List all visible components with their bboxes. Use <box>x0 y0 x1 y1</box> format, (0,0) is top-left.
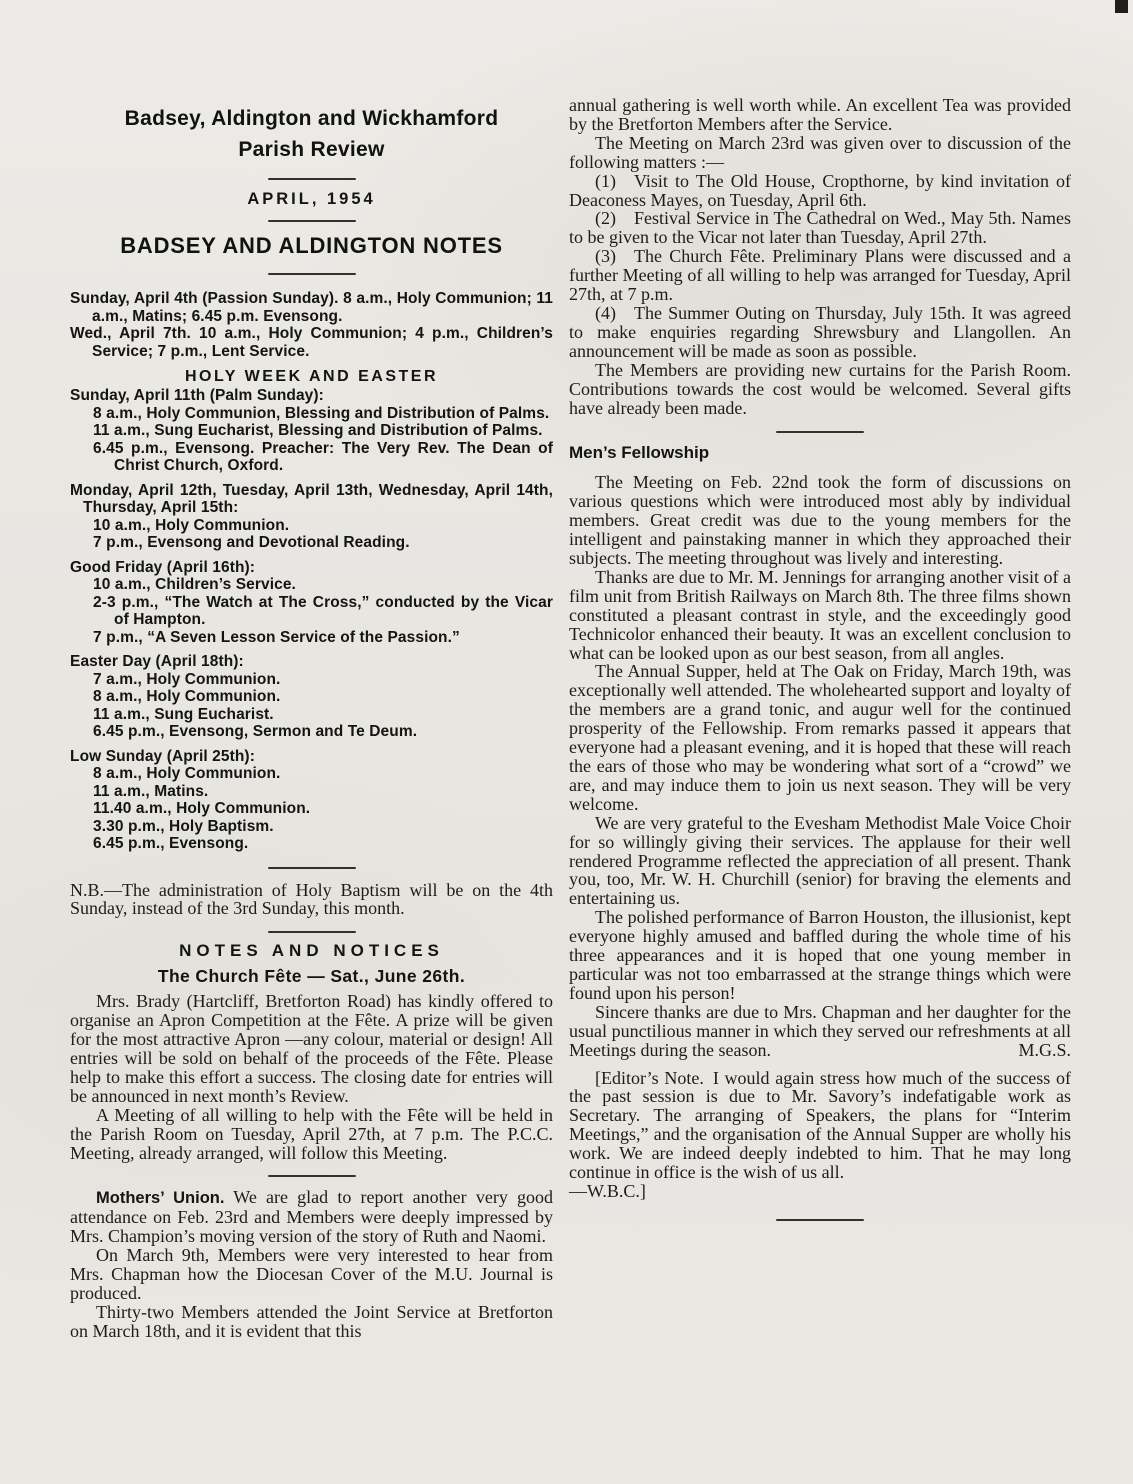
editors-note-signature: —W.B.C.] <box>569 1180 646 1201</box>
schedule-day: Monday, April 12th, Tuesday, April 13th, Wednesday, April 14th, Thursday, April 15th: <box>70 481 553 516</box>
service-line: 2-3 p.m., “The Watch at The Cross,” conducted by the Vicar of Hampton. <box>93 593 553 628</box>
service-line: 6.45 p.m., Evensong, Sermon and Te Deum. <box>93 723 418 740</box>
schedule-day: Sunday, April 11th (Palm Sunday): <box>70 387 324 404</box>
masthead-title-line2: Parish Review <box>238 138 385 161</box>
service-line: 7 p.m., Evensong and Devotional Reading. <box>93 534 410 551</box>
service-line: 11 a.m., Matins. <box>93 782 209 800</box>
schedule-group <box>70 748 553 853</box>
divider <box>268 867 356 869</box>
holy-week-heading: HOLY WEEK AND EASTER <box>185 368 438 385</box>
service-line: 11 a.m., Sung Eucharist. <box>93 705 274 723</box>
mens-fellowship-paragraph: The polished performance of Barron Houston, the illusionist, kept everyone highly amused and baffled during the whole time of his three appearances and it is hoped that one young member in particular was not too embarrassed at the strange things which were found upon his person! <box>569 907 1071 1003</box>
divider <box>268 220 356 222</box>
mens-fellowship-text: Sincere thanks are due to Mrs. Chapman and her daughter for the usual punctilious manner in which they served our refreshments at all Meetings during the season. <box>569 1001 1071 1060</box>
service-line: 10 a.m., Holy Communion. <box>93 516 290 534</box>
editors-note-paragraph: [Editor’s Note. I would again stress how much of the success of the past session is due to Mr. Savory’s indefatigable work as Secretary. The arranging of Speakers, the plans for “Interim Meetings,” and the organisation of the Annual Supper are wholly his work. We are indeed deeply indebted to him. That he may long continue in office is the wish of us all. <box>569 1067 1071 1183</box>
agenda-item: (3) The Church Fête. Preliminary Plans were discussed and a further Meeting of all willing to help was arranged for Tuesday, April 27th, at 7 p.m. <box>569 246 1071 305</box>
mothers-union-text: We are glad to report another very good attendance on Feb. 23rd and Members were deeply impressed by Mrs. Champion’s moving version of the story of Ruth and Naomi. <box>70 1187 553 1247</box>
mens-fellowship-paragraph <box>569 1003 1071 1060</box>
service-line: 7 a.m., Holy Communion. <box>93 670 281 688</box>
schedule-group <box>70 559 553 647</box>
agenda-item: (2) Festival Service in The Cathedral on Wed., May 5th. Names to be given to the Vicar not later than Tuesday, April 27th. <box>569 208 1071 248</box>
notes-and-notices-heading: NOTES AND NOTICES <box>179 941 444 961</box>
schedule-group <box>70 653 553 741</box>
fete-paragraph: Mrs. Brady (Hartcliff, Bretforton Road) has kindly offered to organise an Apron Competition at the Fête. A prize will be given for the most attractive Apron —any colour, material or design! All entries will be sold on behalf of the proceeds of the Fête. Please help to make this effort a success. The closing date for entries will be announced in next month’s Review. <box>70 991 553 1106</box>
mens-fellowship-paragraph: Thanks are due to Mr. M. Jennings for arranging another visit of a film unit from British Railways on March 8th. The three films shown constituted a pleasant contrast in style, and the exceedingly good Technicolor enhanced their beauty. It was an excellent conclusion to what can be looked upon as our best season, from all angles. <box>569 566 1071 663</box>
service-line: 10 a.m., Children’s Service. <box>93 576 296 593</box>
service-line: 8 a.m., Holy Communion. <box>93 765 281 782</box>
service-line: 11.40 a.m., Holy Communion. <box>93 800 311 817</box>
service-line: 6.45 p.m., Evensong. Preacher: The Very Rev. The Dean of Christ Church, Oxford. <box>93 439 553 474</box>
schedule-group <box>70 482 553 552</box>
service-line: 8 a.m., Holy Communion, Blessing and Distribution of Palms. <box>93 404 550 422</box>
divider <box>776 431 864 433</box>
divider <box>268 931 356 933</box>
mens-fellowship-paragraph: The Meeting on Feb. 22nd took the form of discussions on various questions which were introduced most ably by individual members. Great credit was due to the young members for the intelligent and painstaking manner in which they approached their subjects. The meeting throughout was lively and interesting. <box>569 472 1071 569</box>
service-line: 6.45 p.m., Evensong. <box>93 835 249 852</box>
divider <box>268 273 356 275</box>
mothers-union-paragraph: Thirty-two Members attended the Joint Service at Bretforton on March 18th, and it is evident that this <box>70 1302 553 1341</box>
divider <box>268 178 356 180</box>
service-line: 7 p.m., “A Seven Lesson Service of the Passion.” <box>93 628 460 646</box>
agenda-item: (1) Visit to The Old House, Cropthorne, by kind invitation of Deaconess Mayes, on Tuesday, April 6th. <box>569 170 1071 210</box>
issue-date: APRIL, 1954 <box>247 190 376 208</box>
service-line: 11 a.m., Sung Eucharist, Blessing and Distribution of Palms. <box>93 422 543 439</box>
church-fete-heading: The Church Fête — Sat., June 26th. <box>157 966 466 987</box>
initials-signature: M.G.S. <box>1018 1039 1071 1060</box>
meeting-paragraph: The Meeting on March 23rd was given over to discussion of the following matters :— <box>569 132 1071 172</box>
schedule-day: Low Sunday (April 25th): <box>70 747 255 765</box>
mothers-union-paragraph: On March 9th, Members were very interested to hear from Mrs. Chapman how the Diocesan Cover of the M.U. Journal is produced. <box>70 1245 553 1304</box>
fete-paragraph: A Meeting of all willing to help with the Fête will be held in the Parish Room on Tuesday, April 27th, at 7 p.m. The P.C.C. Meeting, already arranged, will follow this Meeting. <box>70 1104 553 1163</box>
mens-fellowship-heading: Men’s Fellowship <box>569 443 710 463</box>
continued-paragraph: annual gathering is well worth while. An excellent Tea was provided by the Bretforton Members after the Service. <box>569 95 1071 134</box>
schedule-group <box>70 387 553 475</box>
service-line: 8 a.m., Holy Communion. <box>93 688 281 705</box>
section-title: BADSEY AND ALDINGTON NOTES <box>120 233 503 258</box>
schedule-day: Easter Day (April 18th): <box>70 653 244 670</box>
right-column <box>569 0 1071 1341</box>
curtains-paragraph: The Members are providing new curtains for the Parish Room. Contributions towards the cost would be welcomed. Several gifts have already been made. <box>569 359 1071 418</box>
masthead-title <box>70 103 553 165</box>
service-schedule <box>70 290 553 853</box>
scan-corner-mark <box>1115 0 1128 13</box>
nb-paragraph: N.B.—The administration of Holy Baptism will be on the 4th Sunday, instead of the 3rd Sunday, this month. <box>70 879 553 919</box>
schedule-day: Good Friday (April 16th): <box>70 558 256 576</box>
divider <box>776 1219 864 1221</box>
mens-fellowship-paragraph: The Annual Supper, held at The Oak on Friday, March 19th, was exceptionally well attended. The wholehearted support and loyalty of the members are a grand tonic, and augur well for the continued prosperity of the Fellowship. From remarks passed it appears that everyone had a pleasant evening, and it is hoped that these will reach the ears of those who may be wondering what sort of a “crowd” we are, and may induce them to join us next season. They will be very welcome. <box>569 661 1071 814</box>
agenda-item: (4) The Summer Outing on Thursday, July 15th. It was agreed to make enquiries regarding Shrewsbury and Llangollen. An announcement will be made as soon as possible. <box>569 302 1071 361</box>
masthead-title-line1: Badsey, Aldington and Wickhamford <box>124 107 499 130</box>
mens-fellowship-paragraph: We are very grateful to the Evesham Methodist Male Voice Choir for so willingly giving their services. The applause for their well rendered Programme reflected the appreciation of all present. Thank you, too, Mr. W. H. Churchill (senior) for braving the elements and entertaining us. <box>569 812 1071 909</box>
left-column <box>70 0 553 1341</box>
divider <box>268 1175 356 1177</box>
mothers-union-paragraph <box>70 1188 553 1246</box>
service-line: 3.30 p.m., Holy Baptism. <box>93 817 274 835</box>
service-line: Sunday, April 4th (Passion Sunday). 8 a.m., Holy Communion; 11 a.m., Matins; 6.45 p.m. Evensong. <box>70 290 553 325</box>
service-line: Wed., April 7th. 10 a.m., Holy Communion; 4 p.m., Children’s Service; 7 p.m., Lent Service. <box>70 325 553 360</box>
mothers-union-heading: Mothers’ Union. <box>96 1189 225 1208</box>
